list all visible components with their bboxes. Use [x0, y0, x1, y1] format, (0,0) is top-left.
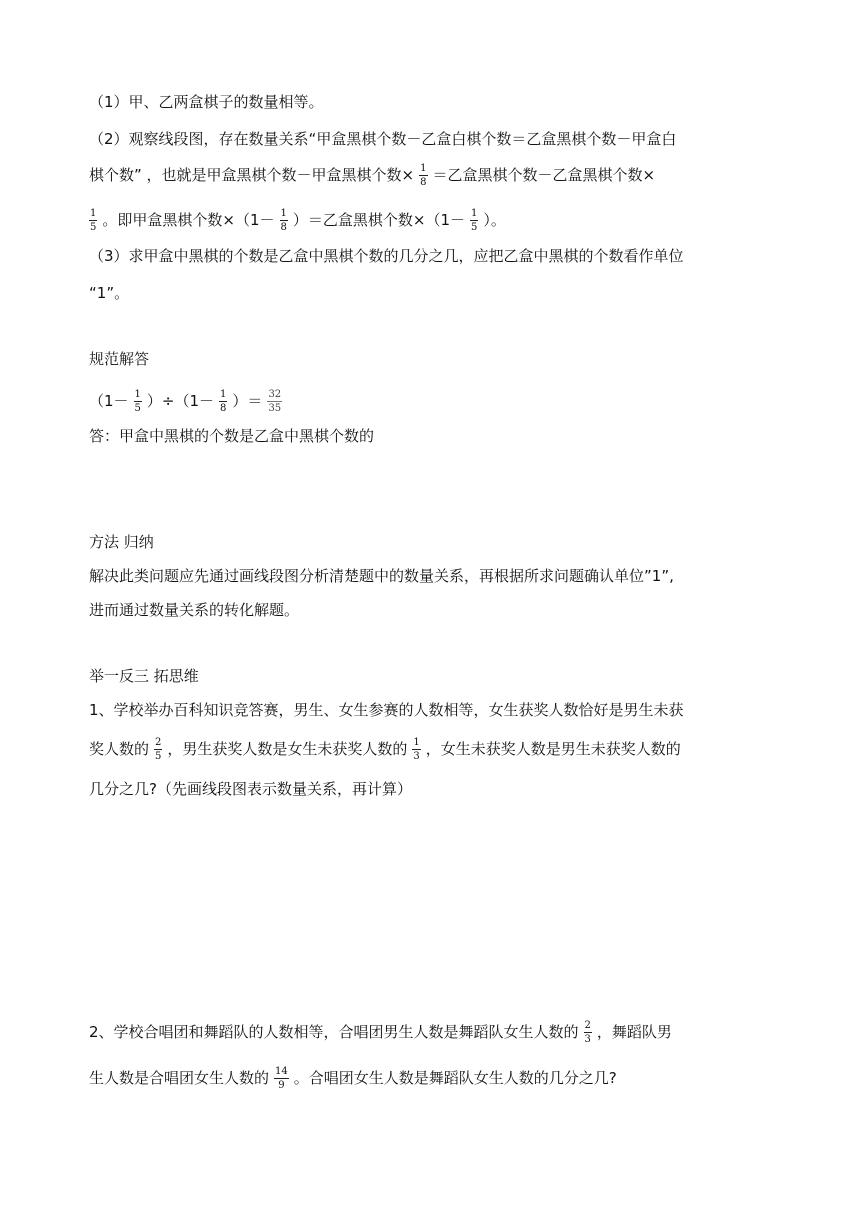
solution-answer: 答：甲盒中黑棋的个数是乙盒中黑棋个数的: [89, 427, 375, 445]
text-segment: ）＝乙盒黑棋个数×（1－: [292, 211, 465, 229]
text-segment: ，男生获奖人数是女生未获奖人数的: [167, 740, 408, 758]
fraction-numerator: 1: [280, 208, 287, 219]
fraction-fourteen-ninths: [274, 1066, 289, 1091]
analysis-point-2-line-2: [89, 163, 655, 188]
fraction-one-fifth: [89, 208, 97, 233]
fraction-numerator: 1: [90, 208, 97, 219]
fraction-denominator: 35: [268, 403, 282, 414]
fraction-denominator: 3: [584, 1034, 591, 1045]
fraction-one-third: [412, 737, 420, 762]
text-segment: ）。: [483, 211, 506, 229]
method-line-1: 解决此类问题应先通过画线段图分析清楚题中的数量关系，再根据所求问题确认单位”1”,: [89, 567, 674, 585]
text-segment: ）÷（1－: [146, 392, 215, 410]
question-1-line-2: [89, 737, 681, 762]
question-1-line-1: 1、学校举办百科知识竞答赛，男生、女生参赛的人数相等，女生获奖人数恰好是男生未获: [89, 701, 684, 719]
fraction-denominator: 5: [471, 222, 478, 233]
fraction-denominator: 8: [420, 177, 427, 188]
fraction-two-thirds: [584, 1020, 592, 1045]
fraction-numerator: 1: [420, 163, 427, 174]
fraction-two-fifths: [154, 737, 162, 762]
text-segment: 棋个数” ，也就是甲盒黑棋个数－甲盒黑棋个数×: [89, 166, 415, 184]
text-segment: ，舞蹈队男: [596, 1023, 672, 1041]
fraction-numerator: 14: [275, 1066, 288, 1077]
question-2-line-2: [89, 1066, 617, 1091]
analysis-point-1: （1）甲、乙两盒棋子的数量相等。: [89, 93, 324, 111]
fraction-denominator: 8: [280, 222, 287, 233]
fraction-one-fifth: [470, 208, 478, 233]
analysis-point-2-line-1: （2）观察线段图，存在数量关系“甲盒黑棋个数－乙盒白棋个数＝乙盒黑棋个数－甲盒白: [89, 130, 677, 148]
text-segment: 生人数是合唱团女生人数的: [89, 1069, 270, 1087]
fraction-denominator: 5: [155, 751, 162, 762]
text-segment: （1－: [89, 392, 129, 410]
text-segment: ，女生未获奖人数是男生未获奖人数的: [425, 740, 681, 758]
fraction-numerator: 1: [134, 389, 141, 400]
method-line-2: 进而通过数量关系的转化解题。: [89, 601, 300, 619]
question-2-line-1: [89, 1020, 672, 1045]
fraction-result: [267, 389, 282, 414]
analysis-point-3-line-1: （3）求甲盒中黑棋的个数是乙盒中黑棋个数的几分之几，应把乙盒中黑棋的个数看作单位: [89, 247, 684, 265]
text-segment: 奖人数的: [89, 740, 150, 758]
fraction-one-eighth: [219, 389, 227, 414]
fraction-numerator: 1: [220, 389, 227, 400]
fraction-denominator: 3: [413, 751, 420, 762]
analysis-point-2-line-3: [89, 208, 506, 233]
text-segment: ＝乙盒黑棋个数－乙盒黑棋个数×: [432, 166, 656, 184]
fraction-denominator: 8: [220, 403, 227, 414]
solution-equation: [89, 389, 287, 414]
practice-heading: 举一反三 拓思维: [89, 667, 199, 685]
fraction-denominator: 5: [90, 222, 97, 233]
analysis-point-3-line-2: “1”。: [89, 284, 130, 302]
solution-heading: 规范解答: [89, 350, 150, 368]
fraction-one-eighth: [280, 208, 288, 233]
text-segment: ）＝: [232, 392, 263, 410]
fraction-numerator: 2: [584, 1020, 591, 1031]
text-segment: 2、学校合唱团和舞蹈队的人数相等，合唱团男生人数是舞蹈队女生人数的: [89, 1023, 579, 1041]
fraction-denominator: 5: [134, 403, 141, 414]
question-1-line-3: 几分之几?（先画线段图表示数量关系，再计算）: [89, 780, 412, 798]
fraction-denominator: 9: [278, 1080, 285, 1091]
fraction-numerator: 2: [155, 737, 162, 748]
fraction-one-fifth: [134, 389, 142, 414]
text-segment: 。合唱团女生人数是舞蹈队女生人数的几分之几?: [293, 1069, 617, 1087]
fraction-one-eighth: [419, 163, 427, 188]
fraction-numerator: 1: [471, 208, 478, 219]
method-heading: 方法 归纳: [89, 533, 154, 551]
fraction-numerator: 1: [413, 737, 420, 748]
fraction-numerator: 32: [268, 389, 282, 400]
text-segment: 。即甲盒黑棋个数×（1－: [102, 211, 275, 229]
